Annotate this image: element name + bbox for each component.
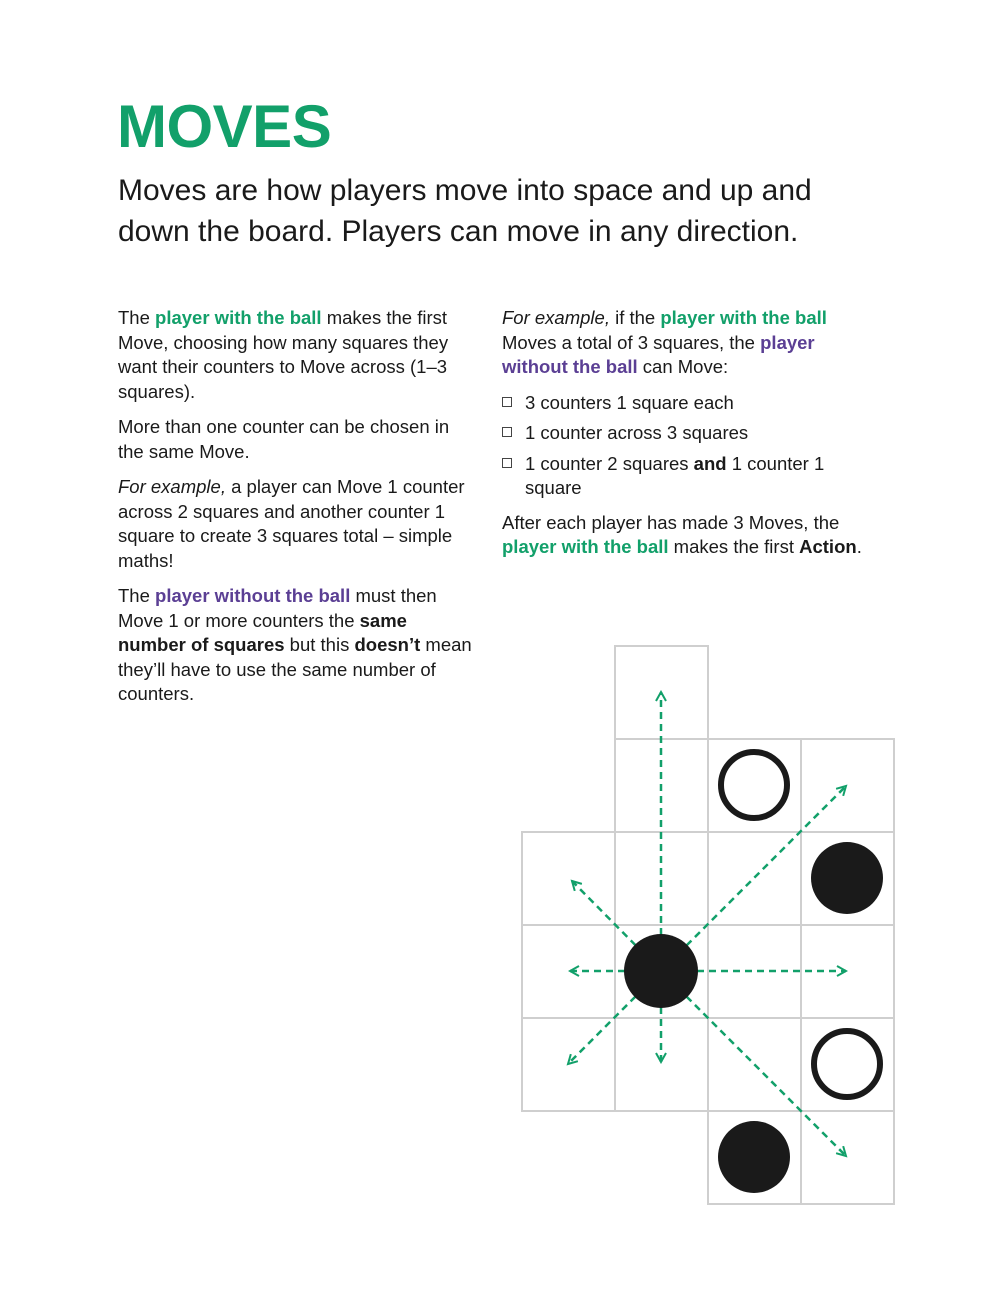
bold-text: doesn’t (354, 634, 421, 655)
player-with-ball-highlight: player with the ball (155, 307, 322, 328)
black-counter-icon (624, 934, 698, 1008)
text: must then Move 1 or more counters the (118, 585, 437, 631)
board-square (522, 925, 615, 1018)
text: makes the first Move, choosing how many squares they want their counters to Move across (1–3 squares). (118, 307, 449, 402)
text: mean they’ll have to use the same number of counters. (118, 634, 472, 704)
black-counter-icon (718, 1121, 790, 1193)
text: The (118, 307, 156, 328)
text: makes the first (668, 536, 800, 557)
text: 1 counter across 3 squares (525, 422, 749, 443)
text: but this (284, 634, 355, 655)
text: Moves a total of 3 squares, the (502, 331, 761, 353)
text: if the (609, 307, 661, 328)
player-with-ball-highlight: player with the ball (502, 536, 669, 557)
bold-text: and (693, 452, 727, 474)
bold-text: same number of squares (118, 609, 407, 655)
text: 3 counters 1 square each (525, 391, 734, 413)
text: 1 counter 1 square (525, 452, 825, 498)
black-counter-icon (811, 842, 883, 914)
player-without-ball-highlight: player without the ball (502, 331, 815, 377)
text: . (856, 536, 862, 557)
player-without-ball-highlight: player without the ball (155, 585, 351, 606)
text: 1 counter 2 squares (525, 452, 694, 474)
text: a player can Move 1 counter across 2 squares and another counter 1 square to create 3 squares total – simple maths! (118, 476, 465, 571)
intro-text: Moves are how players move into space and up and down the board. Players can move in any direction. (118, 174, 812, 248)
page-title: MOVES (117, 93, 332, 160)
example-label: For example, (118, 476, 226, 497)
example-label: For example, (502, 307, 610, 328)
text: can Move: (637, 356, 729, 377)
bold-text: Action (799, 536, 857, 557)
white-counter-icon (814, 1031, 880, 1097)
white-counter-icon (721, 752, 787, 818)
text: The (118, 585, 156, 606)
player-with-ball-highlight: player with the ball (660, 307, 827, 328)
board-square (801, 925, 894, 1018)
text: After each player has made 3 Moves, the (502, 511, 840, 533)
paragraph-multiple-counters: More than one counter can be chosen in the same Move. (118, 416, 450, 462)
